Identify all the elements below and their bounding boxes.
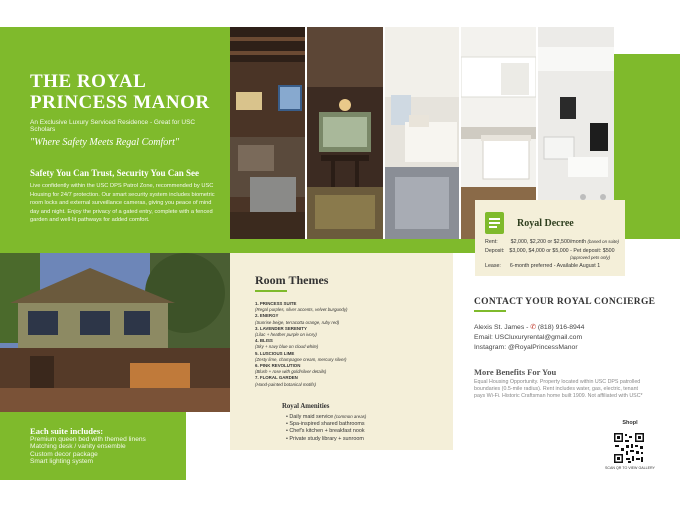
safety-heading: Safety You Can Trust, Security You Can See	[30, 168, 200, 178]
subtitle: An Exclusive Luxury Serviced Residence - Great for USC Scholars	[30, 119, 196, 133]
themes-title: Room Themes	[255, 273, 329, 287]
amenity-item: • Private study library + sunroom	[286, 435, 364, 442]
contact-name-line	[474, 323, 584, 331]
amenity-item: • Daily maid service (common areas)	[286, 414, 367, 420]
living-room-photo	[230, 27, 305, 239]
themes-divider	[255, 290, 287, 292]
rent-row	[485, 239, 619, 245]
rent-value: $2,000, $2,200 or $2,500/month	[510, 239, 587, 245]
suite-item: Matching desk / vanity ensemble	[30, 443, 126, 451]
themes-list	[255, 301, 445, 388]
theme-item: 6. PINK REVOLUTION (Blush + rose with gold/silver details)	[255, 363, 327, 375]
suite-title: Each suite includes:	[30, 426, 104, 436]
hero-panel	[0, 27, 230, 253]
title-line-1: THE ROYAL	[30, 71, 147, 92]
deposit-label: Deposit:	[485, 248, 505, 254]
qr-code-icon[interactable]	[613, 432, 645, 464]
suite-item: Custom decor package	[30, 450, 98, 458]
theme-item: 1. PRINCESS SUITE (Regal purples, silver accents, velvet burgundy)	[255, 301, 348, 313]
contact-divider	[474, 310, 506, 312]
amenity-item: • Spa-inspired shared bathrooms	[286, 421, 365, 428]
decree-title: Royal Decree	[517, 218, 574, 229]
suite-includes-panel	[0, 412, 186, 480]
deposit-row	[485, 248, 615, 254]
theme-item: 4. BLISS (Sky + navy blue on cloud white)	[255, 338, 319, 350]
contact-title: CONTACT YOUR ROYAL CONCIERGE	[474, 297, 656, 307]
amenities-title: Royal Amenities	[282, 403, 330, 410]
benefits-title: More Benefits For You	[474, 367, 557, 377]
deposit-value: $3,000, $4,000 or $5,000 - Pet deposit: $500	[509, 248, 615, 254]
amenities-list	[286, 413, 366, 443]
benefits-text: Equal Housing Opportunity. Property located within USC DPS patrolled boundaries (0.5-mile radius). Rent includes water, gas, electric, tenant pays Wi-Fi. Historic Craftsman home built 1909. Not affiliated with USC*	[474, 379, 643, 400]
contact-instagram[interactable]: Instagram: @RoyalPrincessManor	[474, 344, 578, 351]
amenity-item: • Chef's kitchen + breakfast nook	[286, 428, 365, 435]
lease-row	[485, 263, 600, 269]
theme-item: 7. FLORAL GARDEN (Hand-painted botanical motifs)	[255, 375, 317, 387]
theme-item: 3. LAVENDER SERENITY (Lilac + heather purple on ivory)	[255, 325, 317, 338]
phone-icon: ✆	[530, 324, 536, 331]
rent-note: (based on suite)	[587, 239, 620, 244]
title-line-2: PRINCESS MANOR	[30, 92, 210, 113]
lease-label: Lease:	[485, 263, 501, 269]
contact-email[interactable]: Email: USCluxuryrental@gmail.com	[474, 334, 583, 341]
tagline: "Where Safety Meets Regal Comfort"	[30, 137, 180, 148]
dining-room-photo	[307, 27, 383, 239]
qr-caption: SCAN QR TO VIEW GALLERY	[605, 466, 655, 470]
theme-item: 2. ENERGY (Sunrise beige, terracotta orange, ruby red)	[255, 313, 340, 325]
contact-name: Alexis St. James -	[474, 324, 531, 331]
house-exterior-photo	[0, 253, 230, 412]
contact-phone[interactable]: (818) 916-8944	[537, 324, 585, 331]
room-themes-panel	[230, 253, 453, 450]
lease-value: 6-month preferred - Available August 1	[509, 263, 601, 269]
deposit-note: (approved pets only)	[570, 255, 611, 260]
qr-title: Shopl	[622, 420, 638, 426]
suite-item: Premium queen bed with themed linens	[30, 436, 146, 443]
safety-text: Live confidently within the USC DPS Patrol Zone, recommended by USC Housing for 24/7 protection. Our smart security system includes biometric room locks and external surveillance cameras, giving you peace of mind day and night. Enjoy the privacy of a gated entry, complete with a fenced garden and well-lit pathways for added comfort.	[30, 183, 215, 224]
theme-item: 5. LUSCIOUS LIME (Zesty lime, champagne cream, mercury silver)	[255, 350, 347, 362]
document-icon	[485, 212, 504, 234]
suite-item: Smart lighting system	[30, 458, 94, 466]
bedroom-photo	[385, 27, 459, 239]
rent-label: Rent:	[485, 239, 498, 245]
royal-decree-card	[475, 200, 625, 276]
